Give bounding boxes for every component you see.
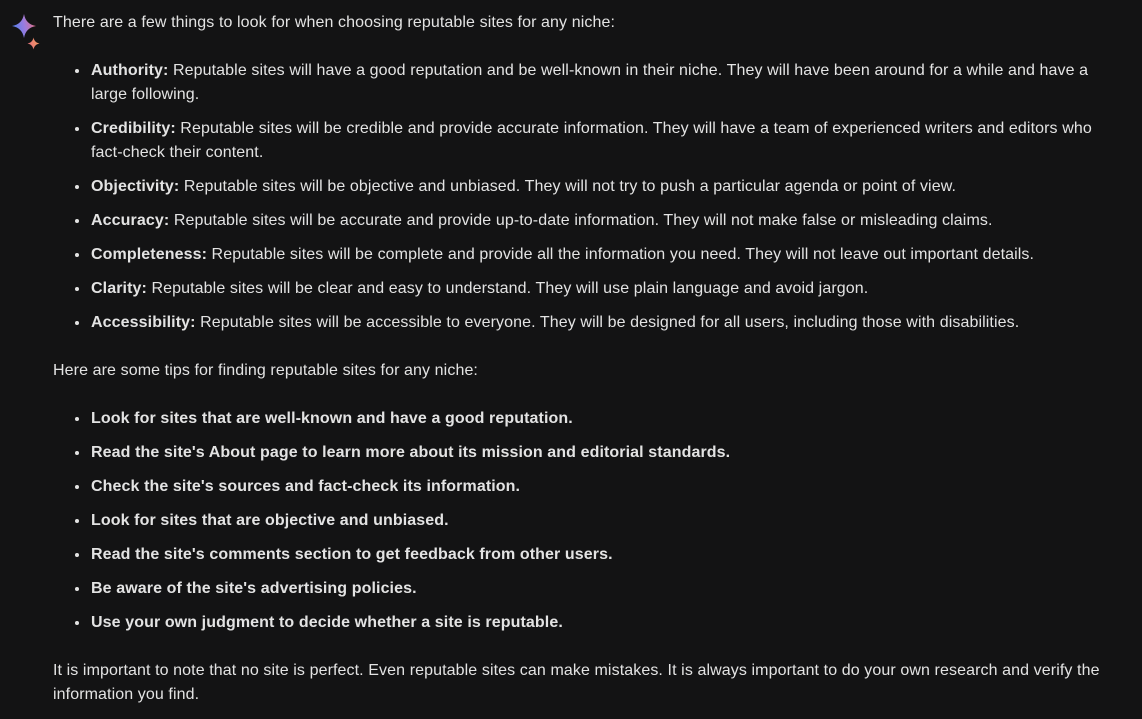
criteria-item (90, 277, 1113, 301)
tip-item (90, 543, 1113, 567)
criteria-term: Authority: (91, 62, 169, 79)
tip-text: Look for sites that are objective and unbiased. (91, 512, 449, 529)
criteria-text: Reputable sites will be accessible to everyone. They will be designed for all users, including those with disabilities. (195, 314, 1020, 331)
tip-item (90, 475, 1113, 499)
criteria-text: Reputable sites will be credible and provide accurate information. They will have a team of experienced writers and editors who fact-check their content. (91, 120, 1092, 161)
response-content (53, 11, 1113, 707)
bard-sparkle-icon (11, 13, 42, 51)
criteria-text: Reputable sites will have a good reputation and be well-known in their niche. They will have been around for a while and have a large following. (91, 62, 1089, 103)
tip-item (90, 611, 1113, 635)
criteria-term: Clarity: (91, 280, 147, 297)
tip-item (90, 577, 1113, 601)
criteria-text: Reputable sites will be objective and unbiased. They will not try to push a particular agenda or point of view. (179, 178, 957, 195)
criteria-term: Objectivity: (91, 178, 180, 195)
criteria-text: Reputable sites will be accurate and provide up-to-date information. They will not make false or misleading claims. (169, 212, 993, 229)
criteria-term: Completeness: (91, 246, 207, 263)
tip-text: Read the site's comments section to get feedback from other users. (91, 546, 613, 563)
tip-item (90, 441, 1113, 465)
criteria-term: Credibility: (91, 120, 176, 137)
criteria-item (90, 243, 1113, 267)
tip-item (90, 407, 1113, 431)
criteria-item (90, 209, 1113, 233)
intro-paragraph: There are a few things to look for when choosing reputable sites for any niche: (53, 14, 615, 31)
sparkle-icon-svg (11, 13, 42, 51)
criteria-item (90, 117, 1113, 165)
criteria-text: Reputable sites will be clear and easy to understand. They will use plain language and avoid jargon. (146, 280, 869, 297)
tips-list (53, 407, 1113, 635)
criteria-list (53, 59, 1113, 335)
tip-text: Check the site's sources and fact-check its information. (91, 478, 521, 495)
tip-text: Use your own judgment to decide whether a site is reputable. (91, 614, 563, 631)
criteria-item (90, 175, 1113, 199)
closing-paragraph: It is important to note that no site is perfect. Even reputable sites can make mistakes. It is always important to do your own research and verify the information you find. (53, 662, 1100, 703)
tip-item (90, 509, 1113, 533)
criteria-item (90, 311, 1113, 335)
criteria-term: Accuracy: (91, 212, 170, 229)
criteria-item (90, 59, 1113, 107)
tip-text: Read the site's About page to learn more about its mission and editorial standards. (91, 444, 731, 461)
tip-text: Look for sites that are well-known and have a good reputation. (91, 410, 573, 427)
tip-text: Be aware of the site's advertising policies. (91, 580, 417, 597)
criteria-term: Accessibility: (91, 314, 196, 331)
tips-intro-paragraph: Here are some tips for finding reputable sites for any niche: (53, 362, 478, 379)
criteria-text: Reputable sites will be complete and provide all the information you need. They will not leave out important details. (207, 246, 1035, 263)
